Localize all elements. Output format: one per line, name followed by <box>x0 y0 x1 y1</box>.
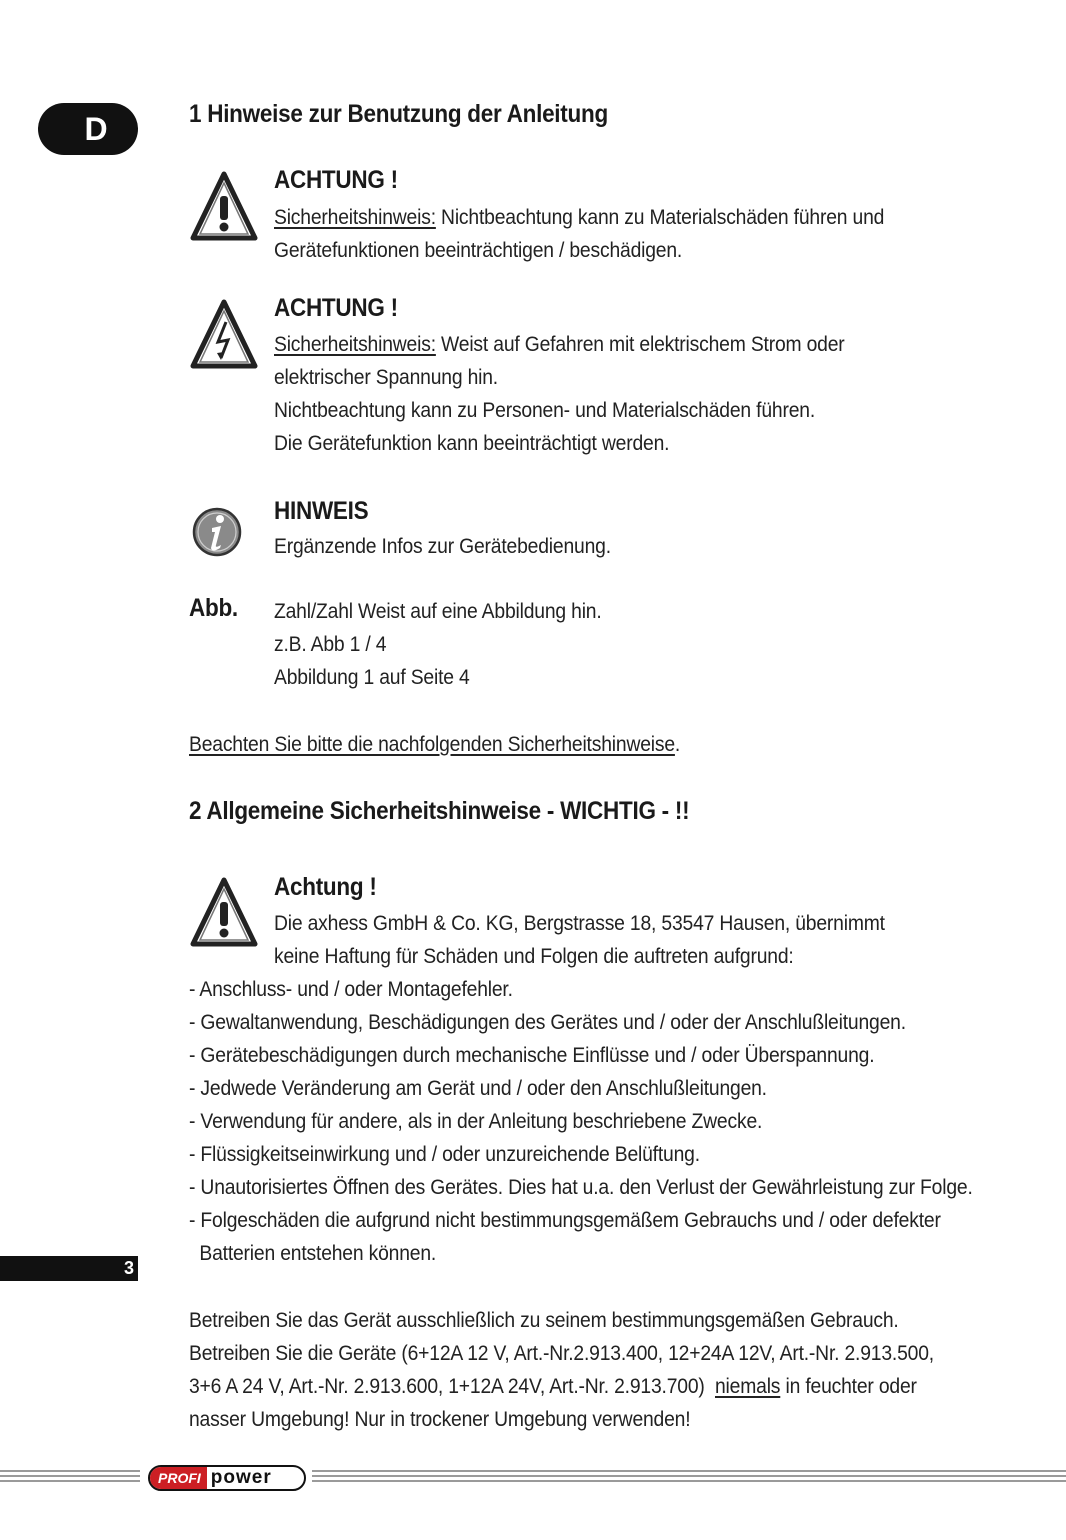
bullet-item: - Verwendung für andere, als in der Anleitung beschriebene Zwecke. <box>189 1110 763 1133</box>
section-1-title: 1 Hinweise zur Benutzung der Anleitung <box>189 100 608 128</box>
warning-triangle-icon <box>190 876 258 948</box>
usage-para-line-4: nasser Umgebung! Nur in trockener Umgebung verwenden! <box>189 1408 691 1431</box>
warning-3-line-2: keine Haftung für Schäden und Folgen die auftreten aufgrund: <box>274 945 794 968</box>
usage-para-line-2: Betreiben Sie die Geräte (6+12A 12 V, Art.-Nr.2.913.400, 12+24A 12V, Art.-Nr. 2.913.500, <box>189 1342 934 1365</box>
bullet-item: - Folgeschäden die aufgrund nicht bestimmungsgemäßem Gebrauchs und / oder defekter <box>189 1209 941 1232</box>
bullet-item: - Gewaltanwendung, Beschädigungen des Gerätes und / oder der Anschlußleitungen. <box>189 1011 906 1034</box>
info-icon <box>192 503 242 561</box>
logo-profi-text: PROFI <box>150 1467 207 1489</box>
abb-line-2: z.B. Abb 1 / 4 <box>274 633 387 656</box>
language-tab: D <box>38 103 138 155</box>
never-emphasis: niemals <box>714 1375 781 1398</box>
bullet-item: Batterien entstehen können. <box>189 1242 437 1265</box>
usage-para-text-end: in feuchter oder <box>780 1375 917 1398</box>
footer-rule-left <box>0 1470 140 1486</box>
safety-notice-text: Beachten Sie bitte die nachfolgenden Sicherheitshinweise <box>189 733 675 756</box>
safety-notice <box>189 728 680 761</box>
warning-1-line-1 <box>274 201 884 234</box>
warning-2-line-4: Die Gerätefunktion kann beeinträchtigt werden. <box>274 432 670 455</box>
abb-line-3: Abbildung 1 auf Seite 4 <box>274 666 470 689</box>
abb-line-1: Zahl/Zahl Weist auf eine Abbildung hin. <box>274 600 602 623</box>
warning-3-heading: Achtung ! <box>274 873 377 901</box>
logo-power-text: power <box>210 1467 272 1488</box>
usage-para-text: 3+6 A 24 V, Art.-Nr. 2.913.600, 1+12A 24V, Art.-Nr. 2.913.700) <box>189 1375 715 1398</box>
warning-3-line-1: Die axhess GmbH & Co. KG, Bergstrasse 18, 53547 Hausen, übernimmt <box>274 912 885 935</box>
bullet-item: - Unautorisiertes Öffnen des Gerätes. Dies hat u.a. den Verlust der Gewährleistung zur Folge. <box>189 1176 973 1199</box>
safety-label: Sicherheitshinweis: <box>274 333 436 356</box>
safety-notice-end: . <box>674 733 681 756</box>
bullet-item: - Anschluss- und / oder Montagefehler. <box>189 978 513 1001</box>
warning-triangle-icon <box>190 170 258 242</box>
note-heading: HINWEIS <box>274 497 369 525</box>
warning-2-text: Weist auf Gefahren mit elektrischem Strom oder <box>435 333 845 356</box>
usage-para-line-3 <box>189 1370 917 1403</box>
warning-2-heading: ACHTUNG ! <box>274 294 398 322</box>
note-line-1: Ergänzende Infos zur Gerätebedienung. <box>274 535 611 558</box>
usage-para-line-1: Betreiben Sie das Gerät ausschließlich zu seinem bestimmungsgemäßen Gebrauch. <box>189 1309 899 1332</box>
footer-rule-right <box>312 1470 1066 1486</box>
section-2-title: 2 Allgemeine Sicherheitshinweise - WICHTIG - !! <box>189 797 690 825</box>
warning-1-text: Nichtbeachtung kann zu Materialschäden führen und <box>435 206 885 229</box>
warning-2-line-2: elektrischer Spannung hin. <box>274 366 498 389</box>
bullet-item: - Flüssigkeitseinwirkung und / oder unzureichende Belüftung. <box>189 1143 700 1166</box>
high-voltage-icon <box>190 298 258 370</box>
page-number-tab: 3 <box>0 1256 138 1281</box>
bullet-item: - Jedwede Veränderung am Gerät und / oder den Anschlußleitungen. <box>189 1077 767 1100</box>
warning-1-line-2: Gerätefunktionen beeinträchtigen / beschädigen. <box>274 239 683 262</box>
warning-2-line-3: Nichtbeachtung kann zu Personen- und Materialschäden führen. <box>274 399 816 422</box>
profi-power-logo <box>148 1465 306 1491</box>
abb-label: Abb. <box>189 594 238 622</box>
safety-label: Sicherheitshinweis: <box>274 206 436 229</box>
warning-2-line-1 <box>274 328 845 361</box>
warning-1-heading: ACHTUNG ! <box>274 166 398 194</box>
bullet-item: - Gerätebeschädigungen durch mechanische Einflüsse und / oder Überspannung. <box>189 1044 875 1067</box>
